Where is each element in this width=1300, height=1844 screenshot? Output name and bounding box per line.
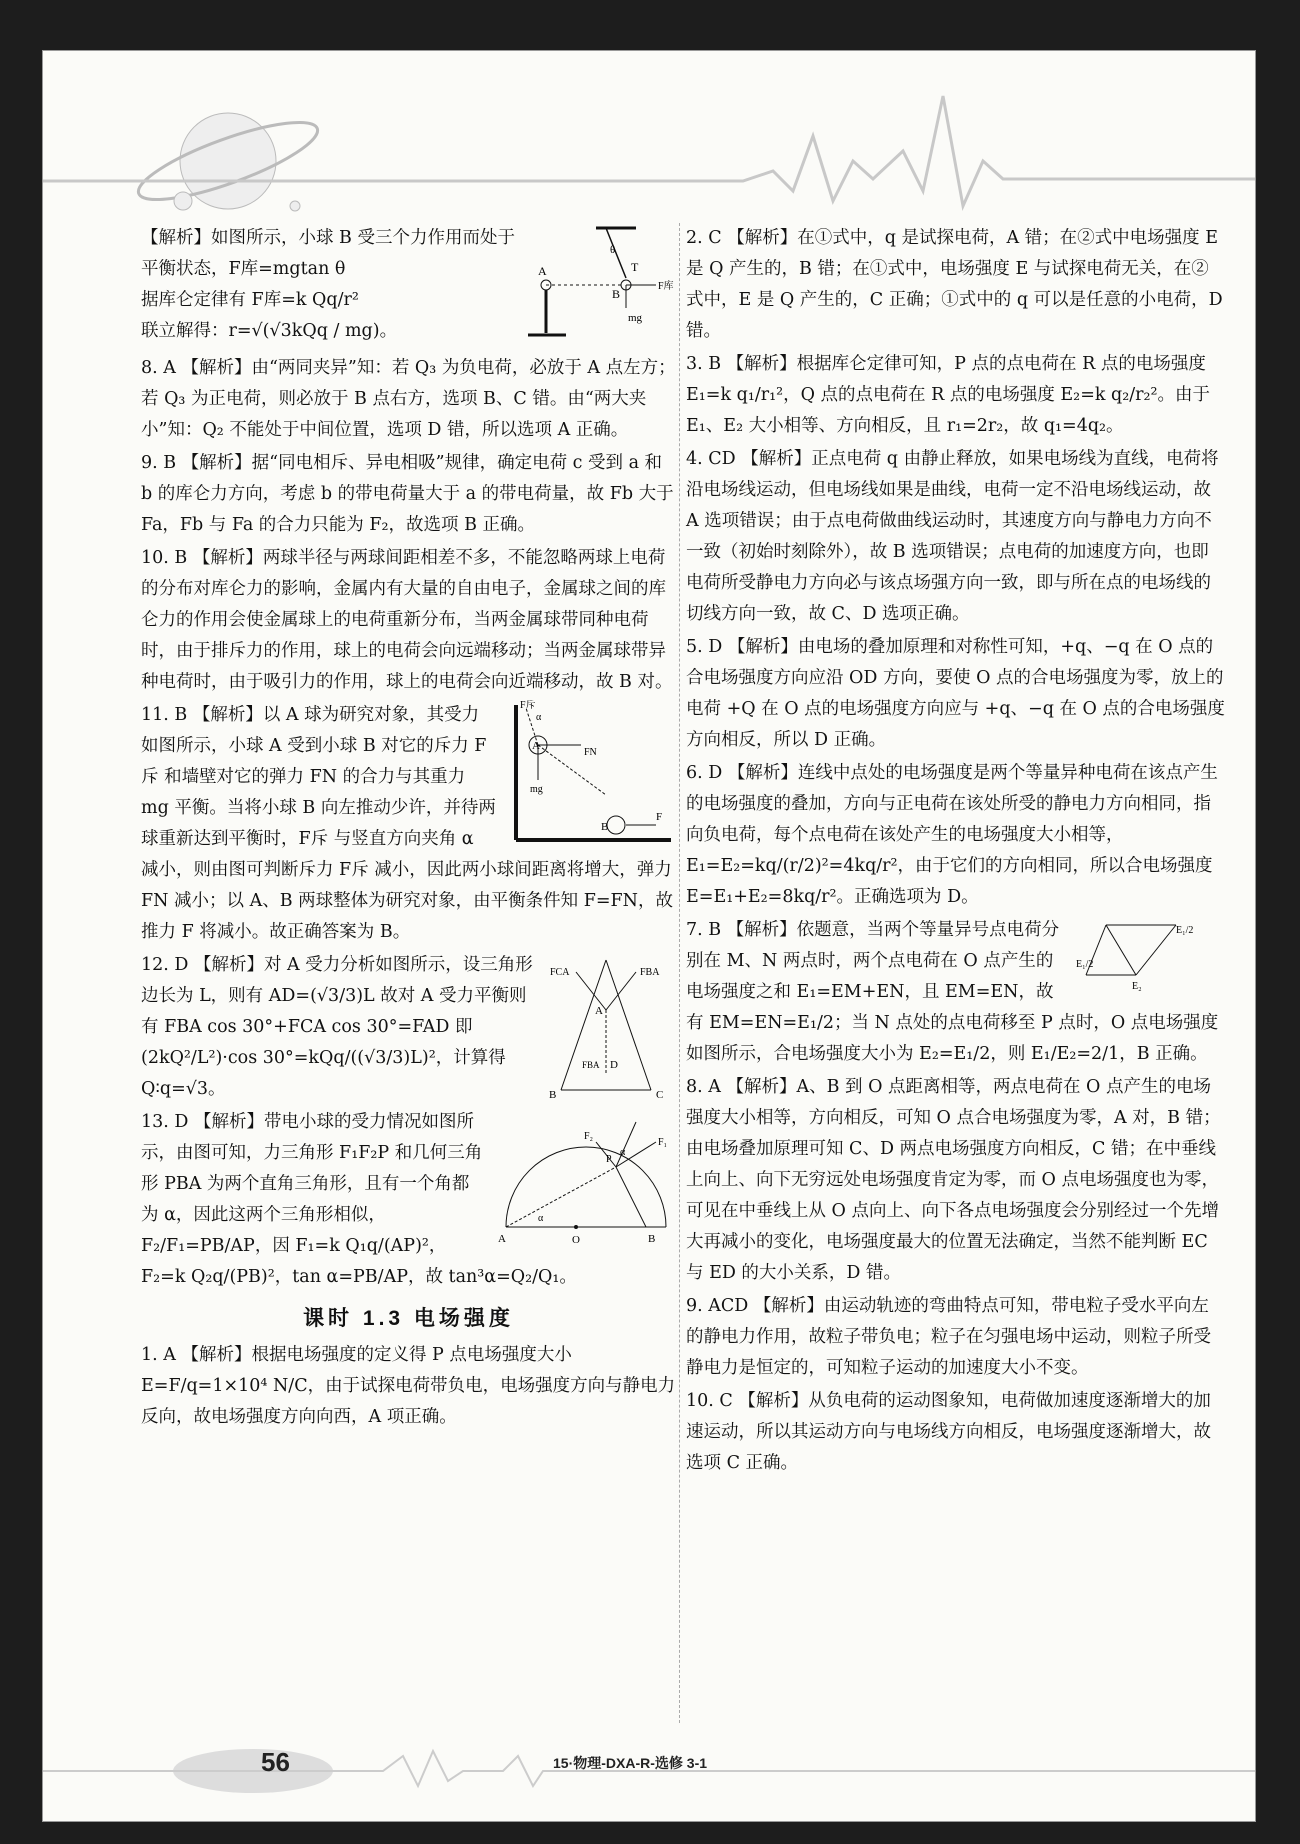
- lesson-solution-4-item: 4. CD 【解析】正点电荷 q 由静止释放，如果电场线为直线，电荷将沿电场线运动，但电场线如果是曲线，电荷一定不沿电场线运动，故 A 选项错误；由于点电荷做曲线运动时，其速度方向与静电力方向不一致（初始时刻除外），故 B 选项错误；点电荷的加速度方向，也即电荷所受静电力方向必与该点场强方向一致，即与所在点的电场线的切线方向一致，故 C、D 选项正确。: [686, 449, 1219, 624]
- footer-decoration: [43, 1731, 1255, 1821]
- page-number: 56: [261, 1747, 290, 1777]
- fig1-label-T: T: [631, 260, 639, 274]
- solution-7-line-3: 联立解得：r=√(√3kQq / mg)。: [141, 321, 398, 341]
- fig1-label-B: B: [612, 287, 621, 301]
- column-divider: [679, 223, 680, 1723]
- fig11-label-FN: FN: [584, 747, 597, 758]
- solution-11-item: [141, 700, 676, 948]
- fig11-label-Fchi: F斥: [520, 700, 536, 711]
- lesson-solution-6-item: 6. D 【解析】连线中点处的电场强度是两个等量异种电荷在该点产生的电场强度的叠加，方向与正电荷在该处所受的静电力方向相同，指向负电荷，每个点电荷在该处产生的电场强度大小相等，E₁=E₂=kq/(r/2)²=4kq/r²，由于它们的方向相同，所以合电场强度 E=E₁+E₂=8kq/r²。正确选项为 D。: [686, 763, 1218, 907]
- solution-12-item: [141, 950, 676, 1105]
- lesson-solution-9-item: 9. ACD 【解析】由运动轨迹的弯曲特点可知，带电粒子受水平向左的静电力作用，故粒子带负电；粒子在匀强电场中运动，则粒子所受静电力是恒定的，可知粒子运动的加速度大小不变。: [686, 1296, 1211, 1378]
- fig11-label-mg: mg: [530, 784, 543, 795]
- fig13-label-alpha-bottom: α: [538, 1213, 544, 1224]
- lesson-solution-7-text: 7. B 【解析】依题意，当两个等量异号点电荷分别在 M、N 两点时，两个点电荷在 O 点产生的电场强度之和 E₁=EM+EN，且 EM=EN，故有 EM=EN=E₁/2；当 N 点处的点电荷移至 P 点时，O 点电场强度如图所示，合电场强度大小为 E₂=E₁/2，则 E₁/E₂=2/1，B 正确。: [686, 920, 1219, 1064]
- fig12-label-C: C: [656, 1089, 664, 1100]
- solution-8-item: 8. A 【解析】由“两同夹异”知：若 Q₃ 为负电荷，必放于 A 点左方；若 Q₃ 为正电荷，则必放于 B 点右方，选项 B、C 错。由“两大夹小”知：Q₂ 不能处于中间位置，选项 D 错，所以选项 A 正确。: [141, 358, 676, 440]
- lesson-solution-7-item: [686, 915, 1226, 1070]
- fig12-label-D: D: [610, 1059, 618, 1071]
- solution-7-line-1: 【解析】如图所示，小球 B 受三个力作用而处于平衡状态，F库=mgtan θ: [141, 228, 515, 279]
- fig12-label-A: A: [595, 1005, 603, 1017]
- lesson-solution-1-item: 1. A 【解析】根据电场强度的定义得 P 点电场强度大小 E=F/q=1×10⁴ N/C，由于试探电荷带负电，电场强度方向与静电力反向，故电场强度方向向西，A 项正确。: [141, 1345, 676, 1427]
- fig11-label-B: B: [601, 821, 609, 833]
- planet-icon: [131, 108, 325, 214]
- document-page: [42, 50, 1256, 1822]
- left-column: [141, 223, 676, 1435]
- force-diagram-1: [526, 223, 676, 348]
- fig1-label-mg: mg: [628, 312, 643, 324]
- force-diagram-11: [506, 700, 676, 850]
- lesson-solution-10-item: 10. C 【解析】从负电荷的运动图象知，电荷做加速度逐渐增大的加速运动，所以其运动方向与电场线方向相反，电场强度逐渐增大，故选项 C 正确。: [686, 1391, 1211, 1473]
- fig12-label-FDA: FBA: [582, 1060, 600, 1070]
- solution-7-item: [141, 223, 676, 351]
- fig13-label-alpha-top: α: [620, 1147, 626, 1158]
- solution-10-item: 10. B 【解析】两球半径与两球间距相差不多，不能忽略两球上电荷的分布对库仑力的影响，金属内有大量的自由电子，金属球之间的库仑力的作用会使金属球上的电荷重新分布，当两金属球带同种电荷时，由于排斥力的作用，球上的电荷会向远端移动；当两金属球带异种电荷时，由于吸引力的作用，球上的电荷会向近端移动，故 B 对。: [141, 548, 673, 692]
- lesson-solution-8-item: 8. A 【解析】A、B 到 O 点距离相等，两点电荷在 O 点产生的电场强度大小相等，方向相反，可知 O 点合电场强度为零，A 对，B 错；由电场叠加原理可知 C、D 两点电场强度方向相反，C 错；在中垂线上向上、向下无穷远处电场强度肯定为零，而 O 点电场强度也为零，可见在中垂线上从 O 点向上、向下各点电场强度会分别经过一个先增大再减小的变化，电场强度最大的位置无法确定，当然不能判断 EC 与 ED 的大小关系，D 错。: [686, 1077, 1221, 1283]
- fig7-label-E2: E₂: [1132, 981, 1142, 992]
- force-diagram-12: [546, 950, 676, 1100]
- lesson-solution-3-item: 3. B 【解析】根据库仑定律可知，P 点的点电荷在 R 点的电场强度 E₁=k q₁/r₁²，Q 点的点电荷在 R 点的电场强度 E₂=k q₂/r₂²。由于 E₁、E₂ 大小相等、方向相反，且 r₁=2r₂，故 q₁=4q₂。: [686, 354, 1211, 436]
- fig11-label-alpha: α: [536, 712, 542, 723]
- fig13-label-P: P: [606, 1154, 612, 1165]
- fig1-label-A: A: [538, 264, 547, 278]
- fig12-label-B: B: [549, 1089, 557, 1100]
- fig13-label-F1: F₁: [658, 1137, 668, 1148]
- right-column: [686, 223, 1226, 1481]
- solution-9-item: 9. B 【解析】据“同电相斥、异电相吸”规律，确定电荷 c 受到 a 和 b 的库仑力方向，考虑 b 的带电荷量大于 a 的带电荷量，故 Fb 大于 Fa，Fb 与 Fa 的合力只能为 F₂，故选项 B 正确。: [141, 453, 674, 535]
- lesson-solution-5-item: 5. D 【解析】由电场的叠加原理和对称性可知，+q、−q 在 O 点的合电场强度方向应沿 OD 方向，要使 O 点的合电场强度为零，放上的电荷 +Q 在 O 点的电场强度方向应与 +q、−q 在 O 点的合电场强度方向相反，所以 D 正确。: [686, 637, 1225, 750]
- fig13-label-B: B: [648, 1233, 656, 1245]
- footer-code: 15·物理-DXA-R-选修 3-1: [553, 1755, 708, 1771]
- fig13-label-O: O: [572, 1234, 580, 1246]
- header-decoration: [43, 51, 1255, 221]
- solution-13-item: [141, 1107, 676, 1293]
- lesson-title: 课时 1.3 电场强度: [303, 1307, 514, 1330]
- fig11-label-A: A: [532, 740, 540, 752]
- fig7-label-E1half-left: E₁/2: [1076, 959, 1094, 970]
- fig13-label-A: A: [498, 1233, 506, 1245]
- solution-7-line-2: 据库仑定律有 F库=k Qq/r²: [141, 290, 359, 310]
- force-diagram-13: [496, 1107, 676, 1247]
- fig11-label-F: F: [656, 811, 663, 823]
- fig12-label-FBA: FBA: [640, 967, 660, 978]
- lesson-solution-2-item: 2. C 【解析】在①式中，q 是试探电荷，A 错；在②式中电场强度 E 是 Q 产生的，B 错；在①式中，电场强度 E 与试探电荷无关，在②式中，E 是 Q 产生的，C 正确；①式中的 q 可以是任意的小电荷，D 错。: [686, 228, 1223, 341]
- solution-13-text: 13. D 【解析】带电小球的受力情况如图所示，由图可知，力三角形 F₁F₂P 和几何三角形 PBA 为两个直角三角形，且有一个角都为 α，因此这两个三角形相似，F₂/F₁=PB/AP，因 F₁=k Q₁q/(AP)²，F₂=k Q₂q/(PB)²，tan α=PB/AP，故 tan³α=Q₂/Q₁。: [141, 1112, 577, 1287]
- fig1-label-Fku: F库: [658, 281, 674, 292]
- solution-11-text: 11. B 【解析】以 A 球为研究对象，其受力如图所示，小球 A 受到小球 B 对它的斥力 F斥 和墙壁对它的弹力 FN 的合力与其重力 mg 平衡。当将小球 B 向左推动少许，并待两球重新达到平衡时，F斥 与竖直方向夹角 α 减小，则由图可判断斥力 F斥 减小，因此两小球间距离将增大，弹力 FN 减小；以 A、B 两球整体为研究对象，由平衡条件知 F=FN，故推力 F 将减小。故正确答案为 B。: [141, 705, 673, 942]
- fig7-label-E1half-top: E₁/2: [1176, 925, 1194, 936]
- fig12-label-FCA: FCA: [550, 967, 570, 978]
- fig13-label-F2: F₂: [584, 1131, 594, 1142]
- fig1-label-theta: θ: [610, 244, 616, 256]
- solution-12-text: 12. D 【解析】对 A 受力分析如图所示，设三角形边长为 L，则有 AD=(√3/3)L 故对 A 受力平衡则有 FBA cos 30°+FCA cos 30°=FAD 即 (2kQ²/L²)·cos 30°=kQq/((√3/3)L)²，计算得 Q∶q=√3。: [141, 955, 533, 1099]
- vector-diagram-7: [1076, 915, 1226, 995]
